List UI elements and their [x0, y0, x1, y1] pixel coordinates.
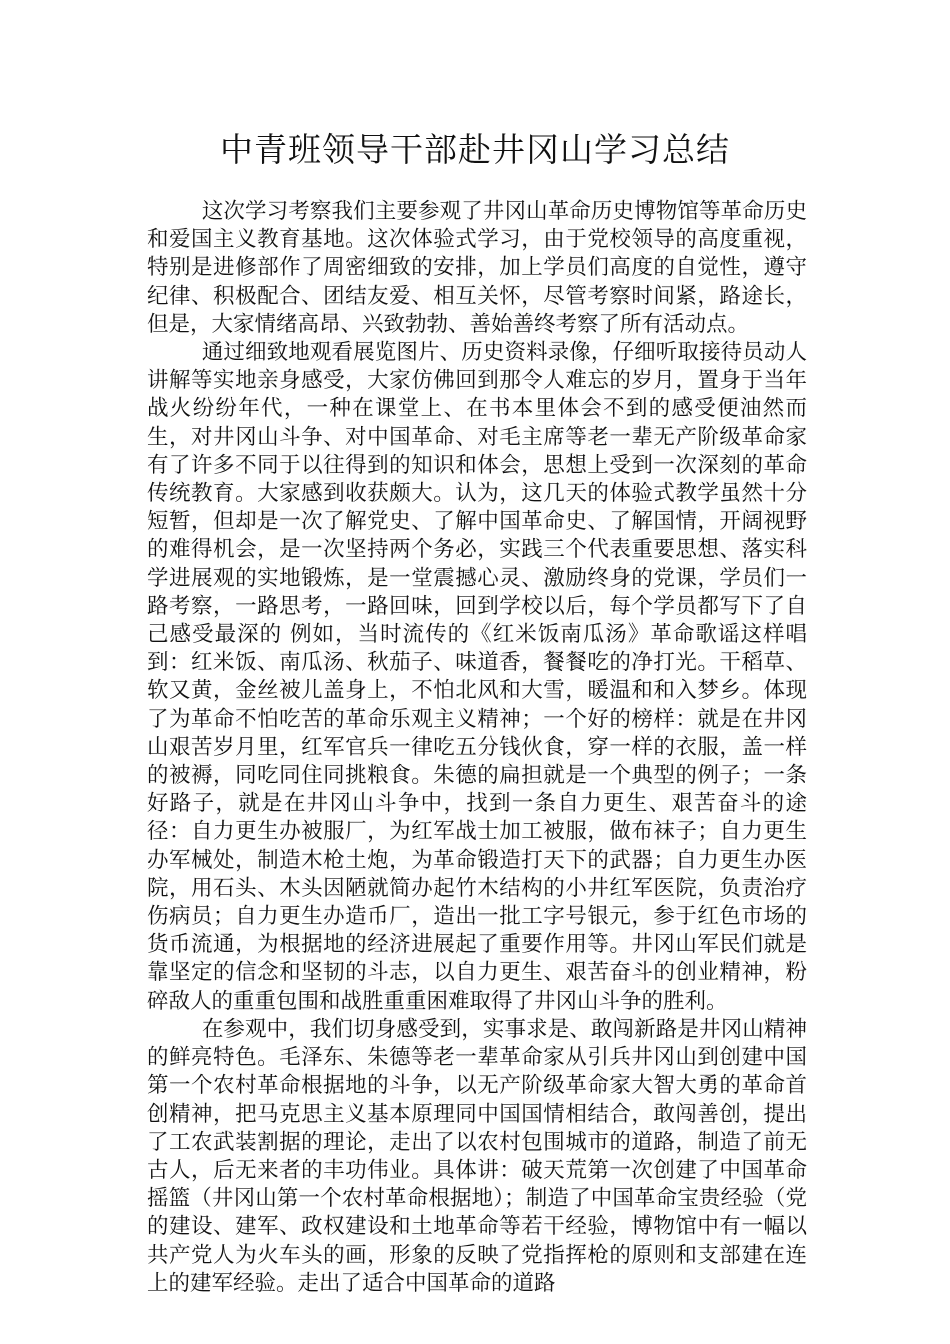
paragraph-3: 在参观中，我们切身感受到，实事求是、敢闯新路是井冈山精神的鲜亮特色。毛泽东、朱德等老一辈革命家从引兵井冈山到创建中国第一个农村革命根据地的斗争，以无产阶级革命家大智大勇的革命首创精神，把马克思主义基本原理同中国国情相结合，敢闯善创，提出了工农武装割据的理论，走出了以农村包围城市的道路，制造了前无古人，后无来者的丰功伟业。具体讲：破天荒第一次创建了中国革命摇篮（井冈山第一个农村革命根据地）；制造了中国革命宝贵经验（党的建设、建军、政权建设和土地革命等若干经验，博物馆中有一幅以共产党人为火车头的画，形象的反映了党指挥枪的原则和支部建在连上的建军经验。走出了适合中国革命的道路	[147, 1016, 807, 1296]
paragraph-2: 通过细致地观看展览图片、历史资料录像，仔细听取接待员动人讲解等实地亲身感受，大家仿佛回到那令人难忘的岁月，置身于当年战火纷纷年代，一种在课堂上、在书本里体会不到的感受便油然而生，对井冈山斗争、对中国革命、对毛主席等老一辈无产阶级革命家有了许多不同于以往得到的知识和体会，思想上受到一次深刻的革命传统教育。大家感到收获颇大。认为，这几天的体验式教学虽然十分短暂，但却是一次了解党史、了解中国革命史、了解国情，开阔视野的难得机会，是一次坚持两个务必，实践三个代表重要思想、落实科学进展观的实地锻炼，是一堂震撼心灵、激励终身的党课，学员们一路考察，一路思考，一路回味，回到学校以后，每个学员都写下了自己感受最深的 例如，当时流传的《红米饭南瓜汤》革命歌谣这样唱到：红米饭、南瓜汤、秋茄子、味道香，餐餐吃的净打光。干稻草、软又黄，金丝被儿盖身上，不怕北风和大雪，暖温和和入梦乡。体现了为革命不怕吃苦的革命乐观主义精神；一个好的榜样：就是在井冈山艰苦岁月里，红军官兵一律吃五分钱伙食，穿一样的衣服，盖一样的被褥，同吃同住同挑粮食。朱德的扁担就是一个典型的例子；一条好路子，就是在井冈山斗争中，找到一条自力更生、艰苦奋斗的途径：自力更生办被服厂，为红军战士加工被服，做布袜子；自力更生办军械处，制造木枪土炮，为革命锻造打天下的武器；自力更生办医院，用石头、木头因陋就简办起竹木结构的小井红军医院，负责治疗伤病员；自力更生办造币厂，造出一批工字号银元，参于红色市场的货币流通，为根据地的经济进展起了重要作用等。井冈山军民们就是靠坚定的信念和坚韧的斗志，以自力更生、艰苦奋斗的创业精神，粉碎敌人的重重包围和战胜重重困难取得了井冈山斗争的胜利。	[147, 340, 807, 1014]
document-title: 中青班领导干部赴井冈山学习总结	[220, 130, 730, 169]
document-body	[147, 198, 807, 1298]
paragraph-1: 这次学习考察我们主要参观了井冈山革命历史博物馆等革命历史和爱国主义教育基地。这次体验式学习，由于党校领导的高度重视，特别是进修部作了周密细致的安排，加上学员们高度的自觉性，遵守纪律、积极配合、团结友爱、相互关怀，尽管考察时间紧，路途长，但是，大家情绪高昂、兴致勃勃、善始善终考察了所有活动点。	[147, 199, 807, 337]
